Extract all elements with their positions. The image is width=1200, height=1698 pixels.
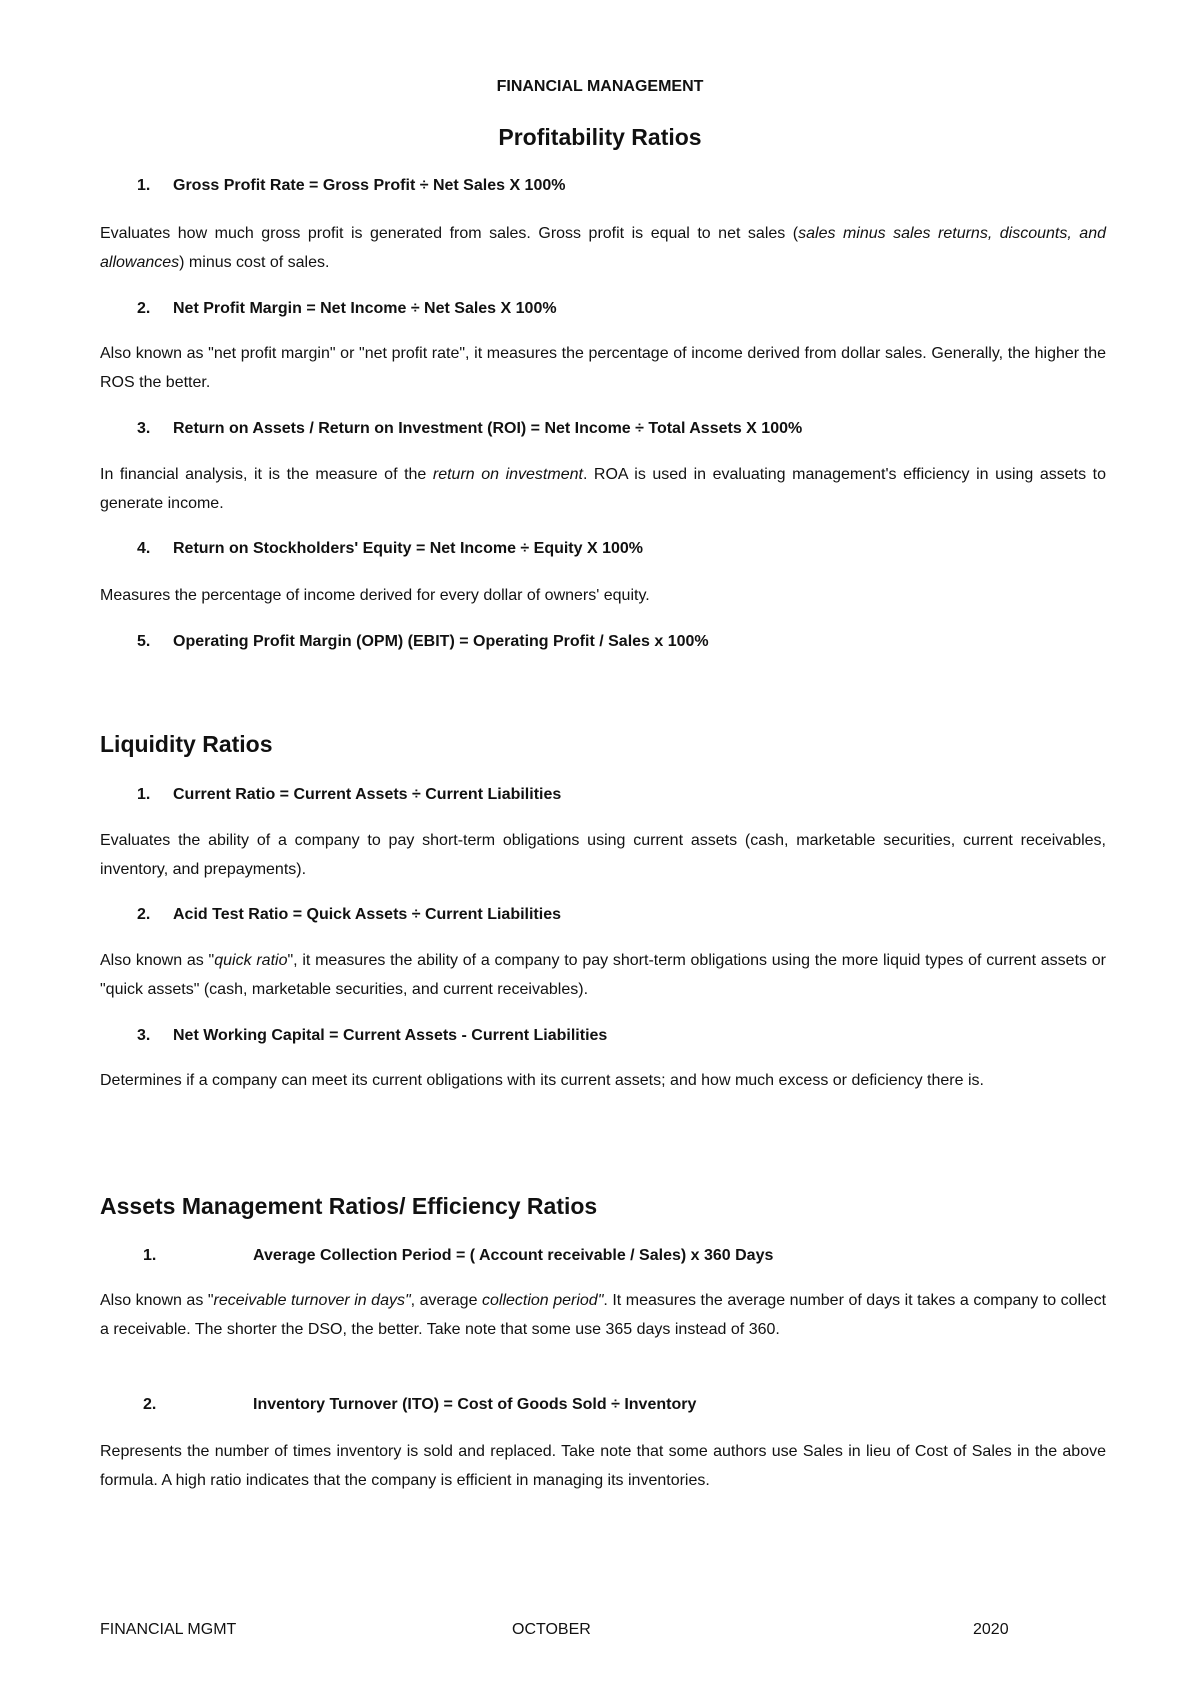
description-inventory-turnover: Represents the number of times inventory is sold and replaced. Take note that some authors use Sales in lieu of Cost of Sales in the above formula. A high ratio indicates that the company is efficient in managing its inventories. <box>100 1443 1106 1489</box>
document-header: FINANCIAL MANAGEMENT <box>496 78 704 95</box>
formula-text: Inventory Turnover (ITO) = Cost of Goods Sold ÷ Inventory <box>253 1396 697 1413</box>
footer-left: FINANCIAL MGMT <box>100 1621 237 1638</box>
desc-text: . It measures the average number of days it takes a company to collect a receivable. The shorter the DSO, the better. Take note that some use 365 days instead of 360. <box>100 1292 1107 1338</box>
item-number: 4. <box>137 540 151 557</box>
section-title-profitability: Profitability Ratios <box>498 124 702 150</box>
formula-gross-profit-rate <box>137 177 565 195</box>
formula-text: Current Ratio = Current Assets ÷ Current Liabilities <box>173 786 562 803</box>
desc-text: Evaluates how much gross profit is generated from sales. Gross profit is equal to net sales ( <box>100 225 799 242</box>
description-return-on-assets <box>100 460 1106 518</box>
desc-text: , average <box>410 1292 482 1309</box>
formula-text: Acid Test Ratio = Quick Assets ÷ Current Liabilities <box>173 906 561 923</box>
section-title-liquidity: Liquidity Ratios <box>100 731 273 757</box>
description-average-collection-period <box>100 1286 1106 1344</box>
description-return-on-equity: Measures the percentage of income derived for every dollar of owners' equity. <box>100 587 650 604</box>
item-number: 3. <box>137 420 151 437</box>
desc-text: ", it measures the ability of a company to pay short-term obligations using the more liquid types of current assets or "quick assets" (cash, marketable securities, and current receivables). <box>100 952 1106 998</box>
item-number: 2. <box>137 300 151 317</box>
formula-current-ratio <box>137 786 561 804</box>
formula-text: Return on Stockholders' Equity = Net Income ÷ Equity X 100% <box>173 540 644 557</box>
item-number: 3. <box>137 1027 151 1044</box>
formula-text: Gross Profit Rate = Gross Profit ÷ Net Sales X 100% <box>173 177 566 194</box>
item-number: 2. <box>143 1396 157 1413</box>
desc-emphasis: quick ratio <box>214 952 288 969</box>
desc-emphasis: receivable turnover in days" <box>213 1292 411 1309</box>
formula-text: Operating Profit Margin (OPM) (EBIT) = Operating Profit / Sales x 100% <box>173 633 709 650</box>
formula-average-collection-period <box>143 1247 773 1265</box>
item-number: 2. <box>137 906 151 923</box>
formula-return-on-equity <box>137 540 643 558</box>
description-acid-test-ratio <box>100 946 1106 1004</box>
formula-text: Return on Assets / Return on Investment (ROI) = Net Income ÷ Total Assets X 100% <box>173 420 803 437</box>
desc-text: ) minus cost of sales. <box>179 254 330 271</box>
footer-right: 2020 <box>973 1621 1009 1638</box>
formula-text: Average Collection Period = ( Account receivable / Sales) x 360 Days <box>253 1247 774 1264</box>
description-current-ratio: Evaluates the ability of a company to pay short-term obligations using current assets (cash, marketable securities, current receivables, inventory, and prepayments). <box>100 832 1106 878</box>
item-number: 1. <box>137 177 151 194</box>
formula-net-profit-margin <box>137 300 557 318</box>
desc-text: Also known as " <box>100 1292 214 1309</box>
desc-text: . ROA is used in evaluating management's efficiency in using assets to generate income. <box>100 466 1107 512</box>
formula-text: Net Profit Margin = Net Income ÷ Net Sales X 100% <box>173 300 557 317</box>
desc-emphasis: return on investment <box>432 466 583 483</box>
item-number: 1. <box>137 786 151 803</box>
description-gross-profit-rate <box>100 219 1106 277</box>
desc-text: Also known as " <box>100 952 215 969</box>
footer-center: OCTOBER <box>512 1621 591 1638</box>
formula-acid-test-ratio <box>137 906 561 924</box>
desc-emphasis: sales minus sales returns, discounts, and allowances <box>100 225 1107 271</box>
formula-text: Net Working Capital = Current Assets - Current Liabilities <box>173 1027 608 1044</box>
formula-inventory-turnover <box>143 1396 696 1414</box>
description-net-profit-margin: Also known as "net profit margin" or "net profit rate", it measures the percentage of income derived from dollar sales. Generally, the higher the ROS the better. <box>100 345 1106 391</box>
formula-return-on-assets <box>137 420 802 438</box>
formula-operating-profit-margin <box>137 633 709 651</box>
formula-net-working-capital <box>137 1027 607 1045</box>
item-number: 5. <box>137 633 151 650</box>
desc-emphasis: collection period" <box>482 1292 604 1309</box>
section-title-efficiency: Assets Management Ratios/ Efficiency Ratios <box>100 1193 598 1219</box>
desc-text: In financial analysis, it is the measure of the <box>100 466 433 483</box>
item-number: 1. <box>143 1247 157 1264</box>
description-net-working-capital: Determines if a company can meet its current obligations with its current assets; and how much excess or deficiency there is. <box>100 1072 984 1089</box>
